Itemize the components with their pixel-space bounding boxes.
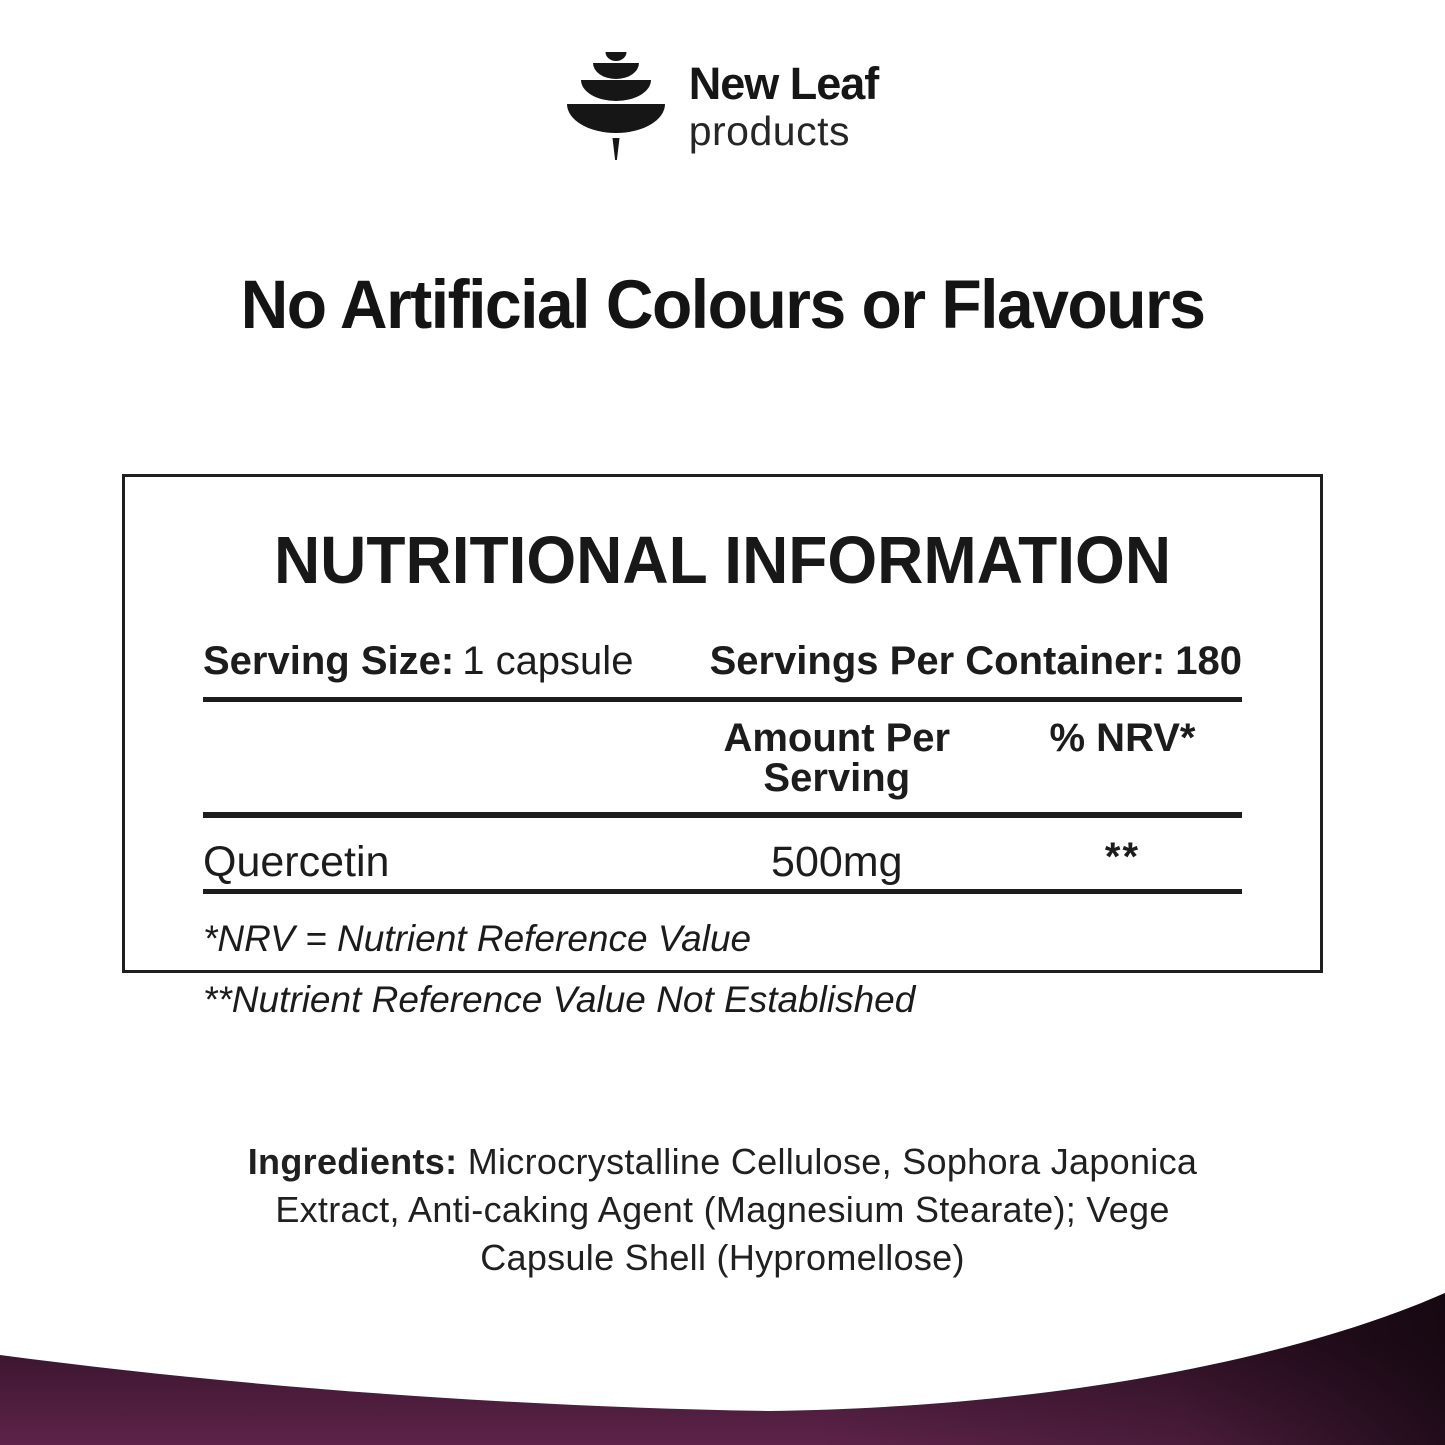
- brand-logo: [0, 50, 1445, 162]
- footnote-nrv-not-established: **Nutrient Reference Value Not Established: [203, 979, 916, 1020]
- ingredients-label: Ingredients:: [247, 1141, 458, 1182]
- serving-size: [203, 641, 633, 681]
- ingredients-paragraph: [0, 1138, 1445, 1282]
- headline: No Artificial Colours or Flavours: [240, 265, 1205, 343]
- serving-size-label: Serving Size:: [203, 639, 455, 683]
- divider-top: [203, 697, 1242, 702]
- column-header-nrv: % NRV*: [1049, 716, 1196, 760]
- nutrient-name: Quercetin: [203, 838, 390, 886]
- column-header-spacer: [203, 718, 671, 798]
- panel-title: NUTRITIONAL INFORMATION: [273, 522, 1172, 598]
- serving-size-value: 1 capsule: [462, 639, 634, 683]
- column-header-row: [203, 718, 1242, 798]
- brand-wordmark: [688, 57, 879, 154]
- servings-per-container: [710, 641, 1242, 681]
- nutrient-nrv: **: [1104, 835, 1141, 879]
- serving-row: [203, 641, 1242, 681]
- footnote-nrv-definition: *NRV = Nutrient Reference Value: [203, 918, 752, 959]
- table-row: [203, 835, 1242, 886]
- bottom-wave-decoration: [0, 1285, 1445, 1445]
- divider-header: [203, 812, 1242, 818]
- brand-suffix: products: [688, 107, 850, 154]
- nutrition-panel: [122, 474, 1323, 1020]
- ingredients-line-1: [0, 1138, 1445, 1186]
- column-header-amount: Amount Per Serving: [723, 716, 951, 800]
- servings-per-container-label: Servings Per Container:: [709, 639, 1166, 683]
- nutrient-amount: 500mg: [771, 838, 903, 886]
- tiered-tree-icon: [567, 50, 665, 162]
- ingredients-line-3: Capsule Shell (Hypromellose): [480, 1237, 965, 1278]
- ingredients-line-2: Extract, Anti-caking Agent (Magnesium Stearate); Vege: [275, 1189, 1170, 1230]
- servings-per-container-value: 180: [1175, 639, 1242, 683]
- brand-name: New Leaf: [688, 57, 879, 109]
- ingredients-line-1-text: Microcrystalline Cellulose, Sophora Japonica: [467, 1141, 1198, 1182]
- divider-bottom: [203, 889, 1242, 894]
